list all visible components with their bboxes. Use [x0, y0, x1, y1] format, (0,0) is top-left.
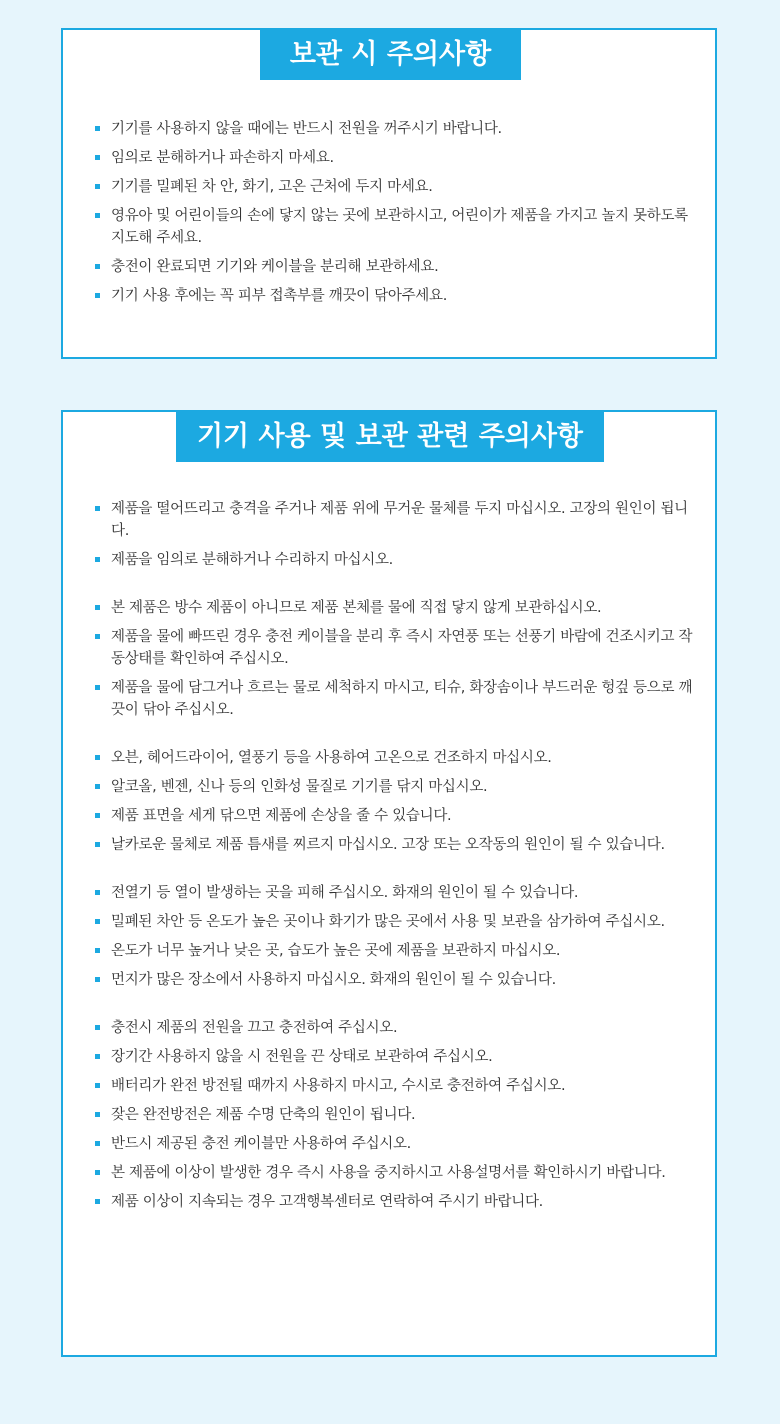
usage-storage-precautions-title: 기기 사용 및 보관 관련 주의사항: [176, 412, 604, 462]
precaution-group: [94, 597, 697, 721]
square-bullet-icon: [95, 919, 100, 924]
list-item: [94, 776, 697, 798]
square-bullet-icon: [95, 813, 100, 818]
square-bullet-icon: [95, 126, 100, 131]
list-item-text: 본 제품에 이상이 발생한 경우 즉시 사용을 중지하시고 사용설명서를 확인하시기 바랍니다.: [111, 1165, 666, 1181]
list-item: [94, 205, 697, 249]
square-bullet-icon: [95, 506, 100, 511]
list-item: [94, 176, 697, 198]
square-bullet-icon: [95, 977, 100, 982]
square-bullet-icon: [95, 784, 100, 789]
list-item-text: 임의로 분해하거나 파손하지 마세요.: [111, 150, 334, 166]
list-item-text: 제품 표면을 세게 닦으면 제품에 손상을 줄 수 있습니다.: [111, 808, 452, 824]
list-item-text: 전열기 등 열이 발생하는 곳을 피해 주십시오. 화재의 원인이 될 수 있습니다.: [111, 885, 579, 901]
list-item-text: 배터리가 완전 방전될 때까지 사용하지 마시고, 수시로 충전하여 주십시오.: [111, 1078, 566, 1094]
square-bullet-icon: [95, 1141, 100, 1146]
list-item: [94, 285, 697, 307]
list-item-text: 제품 이상이 지속되는 경우 고객행복센터로 연락하여 주시기 바랍니다.: [111, 1194, 543, 1210]
list-item: [94, 882, 697, 904]
square-bullet-icon: [95, 293, 100, 298]
square-bullet-icon: [95, 685, 100, 690]
usage-storage-precautions-card: [61, 410, 717, 1357]
square-bullet-icon: [95, 1054, 100, 1059]
list-item-text: 날카로운 물체로 제품 틈새를 찌르지 마십시오. 고장 또는 오작동의 원인이 될 수 있습니다.: [111, 837, 665, 853]
list-item: [94, 1075, 697, 1097]
list-item-text: 기기를 밀폐된 차 안, 화기, 고온 근처에 두지 마세요.: [111, 179, 433, 195]
list-item-text: 영유아 및 어린이들의 손에 닿지 않는 곳에 보관하시고, 어린이가 제품을 가지고 놀지 못하도록 지도해 주세요.: [111, 208, 688, 246]
list-item-text: 기기 사용 후에는 꼭 피부 접촉부를 깨끗이 닦아주세요.: [111, 288, 448, 304]
list-item: [94, 747, 697, 769]
list-item-text: 잦은 완전방전은 제품 수명 단축의 원인이 됩니다.: [111, 1107, 416, 1123]
list-item-text: 제품을 물에 담그거나 흐르는 물로 세척하지 마시고, 티슈, 화장솜이나 부드러운 헝겊 등으로 깨끗이 닦아 주십시오.: [111, 680, 693, 718]
list-item-text: 반드시 제공된 충전 케이블만 사용하여 주십시오.: [111, 1136, 411, 1152]
square-bullet-icon: [95, 1199, 100, 1204]
square-bullet-icon: [95, 755, 100, 760]
list-item-text: 본 제품은 방수 제품이 아니므로 제품 본체를 물에 직접 닿지 않게 보관하십시오.: [111, 600, 602, 616]
list-item-text: 제품을 떨어뜨리고 충격을 주거나 제품 위에 무거운 물체를 두지 마십시오. 고장의 원인이 됩니다.: [111, 501, 688, 539]
square-bullet-icon: [95, 890, 100, 895]
square-bullet-icon: [95, 1083, 100, 1088]
list-item: [94, 911, 697, 933]
list-item-text: 충전시 제품의 전원을 끄고 충전하여 주십시오.: [111, 1020, 398, 1036]
list-item: [94, 498, 697, 542]
usage-storage-precautions-list: [94, 498, 697, 1239]
list-item-text: 알코올, 벤젠, 신나 등의 인화성 물질로 기기를 닦지 마십시오.: [111, 779, 488, 795]
square-bullet-icon: [95, 557, 100, 562]
precaution-group: [94, 882, 697, 991]
square-bullet-icon: [95, 184, 100, 189]
list-item-text: 충전이 완료되면 기기와 케이블을 분리해 보관하세요.: [111, 259, 439, 275]
list-item: [94, 677, 697, 721]
square-bullet-icon: [95, 842, 100, 847]
list-item: [94, 1162, 697, 1184]
square-bullet-icon: [95, 605, 100, 610]
list-item: [94, 118, 697, 140]
square-bullet-icon: [95, 1112, 100, 1117]
square-bullet-icon: [95, 634, 100, 639]
storage-precautions-list: [94, 118, 697, 314]
list-item: [94, 1046, 697, 1068]
list-item-text: 제품을 임의로 분해하거나 수리하지 마십시오.: [111, 552, 393, 568]
square-bullet-icon: [95, 1025, 100, 1030]
precaution-group: [94, 1017, 697, 1213]
list-item: [94, 805, 697, 827]
list-item: [94, 834, 697, 856]
square-bullet-icon: [95, 948, 100, 953]
list-item-text: 밀폐된 차안 등 온도가 높은 곳이나 화기가 많은 곳에서 사용 및 보관을 삼가하여 주십시오.: [111, 914, 665, 930]
list-item: [94, 1191, 697, 1213]
list-item: [94, 147, 697, 169]
list-item: [94, 940, 697, 962]
list-item: [94, 1133, 697, 1155]
list-item: [94, 597, 697, 619]
list-item-text: 오븐, 헤어드라이어, 열풍기 등을 사용하여 고온으로 건조하지 마십시오.: [111, 750, 552, 766]
list-item: [94, 549, 697, 571]
square-bullet-icon: [95, 264, 100, 269]
precaution-group: [94, 747, 697, 856]
list-item-text: 제품을 물에 빠뜨린 경우 충전 케이블을 분리 후 즉시 자연풍 또는 선풍기 바람에 건조시키고 작동상태를 확인하여 주십시오.: [111, 629, 693, 667]
list-item-text: 장기간 사용하지 않을 시 전원을 끈 상태로 보관하여 주십시오.: [111, 1049, 493, 1065]
storage-precautions-card: [61, 28, 717, 359]
list-item-text: 기기를 사용하지 않을 때에는 반드시 전원을 꺼주시기 바랍니다.: [111, 121, 502, 137]
list-item: [94, 256, 697, 278]
list-item: [94, 1104, 697, 1126]
list-item: [94, 1017, 697, 1039]
list-item-text: 온도가 너무 높거나 낮은 곳, 습도가 높은 곳에 제품을 보관하지 마십시오.: [111, 943, 561, 959]
precaution-group: [94, 498, 697, 571]
storage-precautions-title: 보관 시 주의사항: [260, 30, 521, 80]
square-bullet-icon: [95, 213, 100, 218]
square-bullet-icon: [95, 1170, 100, 1175]
list-item: [94, 969, 697, 991]
list-item: [94, 626, 697, 670]
square-bullet-icon: [95, 155, 100, 160]
list-item-text: 먼지가 많은 장소에서 사용하지 마십시오. 화재의 원인이 될 수 있습니다.: [111, 972, 556, 988]
